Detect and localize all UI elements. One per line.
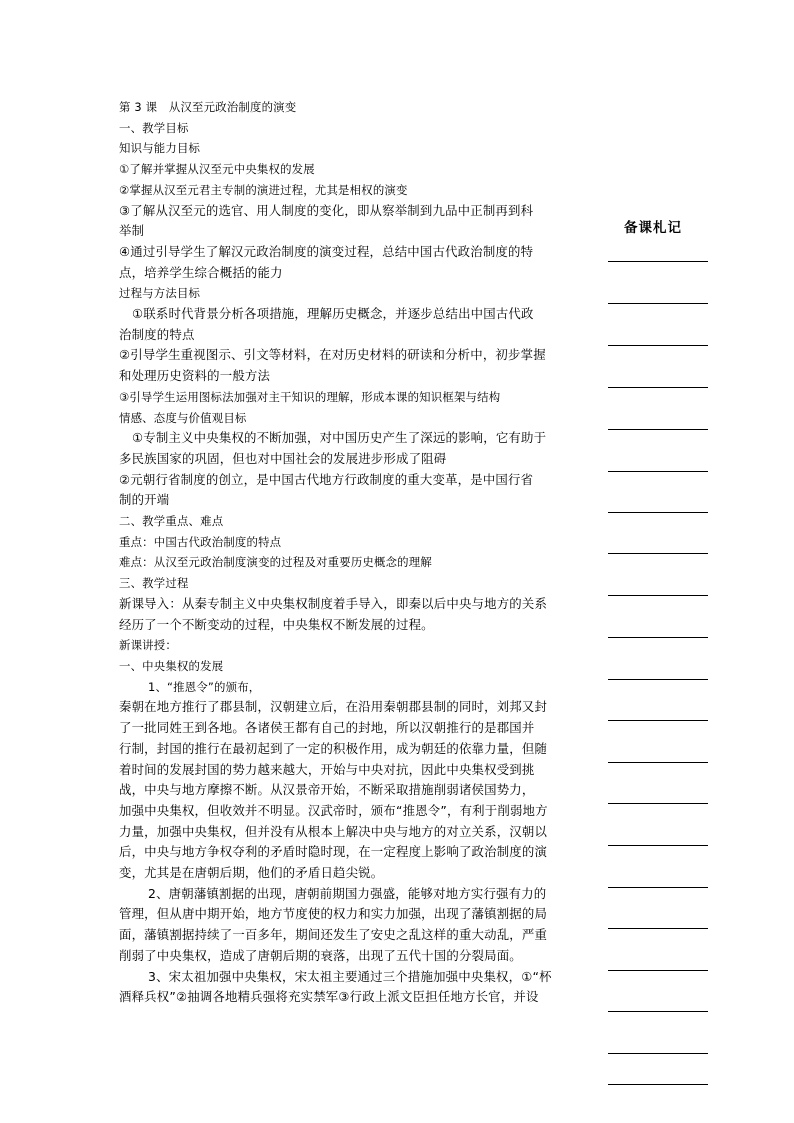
notes-column-title: 备课札记 <box>624 220 682 236</box>
text-line: 三、教学过程 <box>119 576 189 591</box>
text-line: 后，中央与地方争权夺利的矛盾时隐时现，在一定程度上影响了政治制度的演 <box>119 844 548 860</box>
text-line: 削弱了中央集权，造成了唐朝后期的衰落，出现了五代十国的分裂局面。 <box>119 947 522 963</box>
text-line: ③引导学生运用图标法加强对主干知识的理解，形成本课的知识框架与结构 <box>119 389 501 404</box>
text-line: ④通过引导学生了解汉元政治制度的演变过程，总结中国古代政治制度的特 <box>119 243 534 259</box>
text-line: 一、教学目标 <box>119 120 189 135</box>
text-line: 变，尤其是在唐朝后期，他们的矛盾日趋尖锐。 <box>119 865 384 881</box>
note-line <box>608 720 708 721</box>
text-line: 知识与能力目标 <box>119 141 201 156</box>
text-line: 举制 <box>119 223 145 239</box>
note-line <box>608 845 708 846</box>
text-line: 多民族国家的巩固，但也对中国社会的发展进步形成了阻碍 <box>119 450 447 466</box>
text-line: ②元朝行省制度的创立，是中国古代地方行政制度的重大变革，是中国行省 <box>119 471 534 487</box>
text-line: 秦朝在地方推行了郡县制，汉朝建立后，在沿用秦朝郡县制的同时，刘邦又封 <box>119 699 548 715</box>
text-line: 3、宋太祖加强中央集权，宋太祖主要通过三个措施加强中央集权，①“杯 <box>148 968 552 984</box>
text-line: 情感、态度与价值观目标 <box>119 410 247 425</box>
text-line: 二、教学重点、难点 <box>119 514 224 529</box>
text-line: 新课导入：从秦专制主义中央集权制度着手导入，即秦以后中央与地方的关系 <box>119 595 548 611</box>
document-body <box>119 97 589 1008</box>
text-line: 第 3 课 从汉至元政治制度的演变 <box>119 100 297 114</box>
note-line <box>608 679 708 680</box>
text-line: ①了解并掌握从汉至元中央集权的发展 <box>119 162 315 177</box>
note-line <box>608 553 708 554</box>
text-line: 行制，封国的推行在最初起到了一定的积极作用，成为朝廷的依靠力量，但随 <box>119 740 548 756</box>
text-line: 过程与方法目标 <box>119 286 201 301</box>
text-line: 力量，加强中央集权，但并没有从根本上解决中央与地方的对立关系，汉朝以 <box>119 823 548 839</box>
note-line <box>608 303 708 304</box>
text-line: 制的开端 <box>119 492 170 508</box>
note-line <box>608 803 708 804</box>
note-line <box>608 928 708 929</box>
text-line: 战，中央与地方摩擦不断。从汉景帝开始，不断采取措施削弱诸侯国势力， <box>119 782 535 798</box>
text-line: ③了解从汉至元的选官、用人制度的变化，即从察举制到九品中正制再到科 <box>119 202 534 218</box>
note-line <box>608 970 708 971</box>
note-line <box>608 345 708 346</box>
text-line: 加强中央集权，但收效并不明显。汉武帝时，颁布“推恩令”，有利于削弱地方 <box>119 802 548 818</box>
note-line <box>608 471 708 472</box>
note-line <box>608 887 708 888</box>
text-line: ①专制主义中央集权的不断加强，对中国历史产生了深远的影响，它有助于 <box>132 430 547 446</box>
note-line <box>608 1053 708 1054</box>
note-line <box>608 261 708 262</box>
text-line: 管理，但从唐中期开始，地方节度使的权力和实力加强，出现了藩镇割据的局 <box>119 906 548 922</box>
note-line <box>608 1084 708 1085</box>
note-line <box>608 429 708 430</box>
text-line: 了一批同姓王到各地。各诸侯王都有自己的封地，所以汉朝推行的是郡国并 <box>119 720 535 736</box>
text-line: 重点：中国古代政治制度的特点 <box>119 534 282 549</box>
text-line: 经历了一个不断变动的过程，中央集权不断发展的过程。 <box>119 616 434 632</box>
note-line <box>608 637 708 638</box>
text-line: 1、“推恩令”的颁布， <box>148 679 261 694</box>
text-line: ②掌握从汉至元君主专制的演进过程，尤其是相权的演变 <box>119 182 408 197</box>
text-line: 着时间的发展封国的势力越来越大，开始与中央对抗，因此中央集权受到挑 <box>119 761 535 777</box>
note-line <box>608 1011 708 1012</box>
text-line: 点，培养学生综合概括的能力 <box>119 264 283 280</box>
text-line: 新课讲授： <box>119 638 177 653</box>
note-line <box>608 512 708 513</box>
note-line <box>608 387 708 388</box>
text-line: 一、中央集权的发展 <box>119 658 224 673</box>
text-line: 治制度的特点 <box>119 326 195 342</box>
text-line: 面，藩镇割据持续了一百多年，期间还发生了安史之乱这样的重大动乱，严重 <box>119 927 548 943</box>
text-line: 酒释兵权”②抽调各地精兵强将充实禁军③行政上派文臣担任地方长官，并设 <box>119 989 539 1005</box>
text-line: ①联系时代背景分析各项措施，理解历史概念，并逐步总结出中国古代政 <box>132 306 534 322</box>
text-line: 和处理历史资料的一般方法 <box>119 368 271 384</box>
text-line: 难点：从汉至元政治制度演变的过程及对重要历史概念的理解 <box>119 555 432 570</box>
text-line: ②引导学生重视图示、引文等材料，在对历史材料的研读和分析中，初步掌握 <box>119 347 546 363</box>
note-line <box>608 762 708 763</box>
text-line: 2、唐朝藩镇割据的出现，唐朝前期国力强盛，能够对地方实行强有力的 <box>148 885 547 901</box>
note-line <box>608 595 708 596</box>
